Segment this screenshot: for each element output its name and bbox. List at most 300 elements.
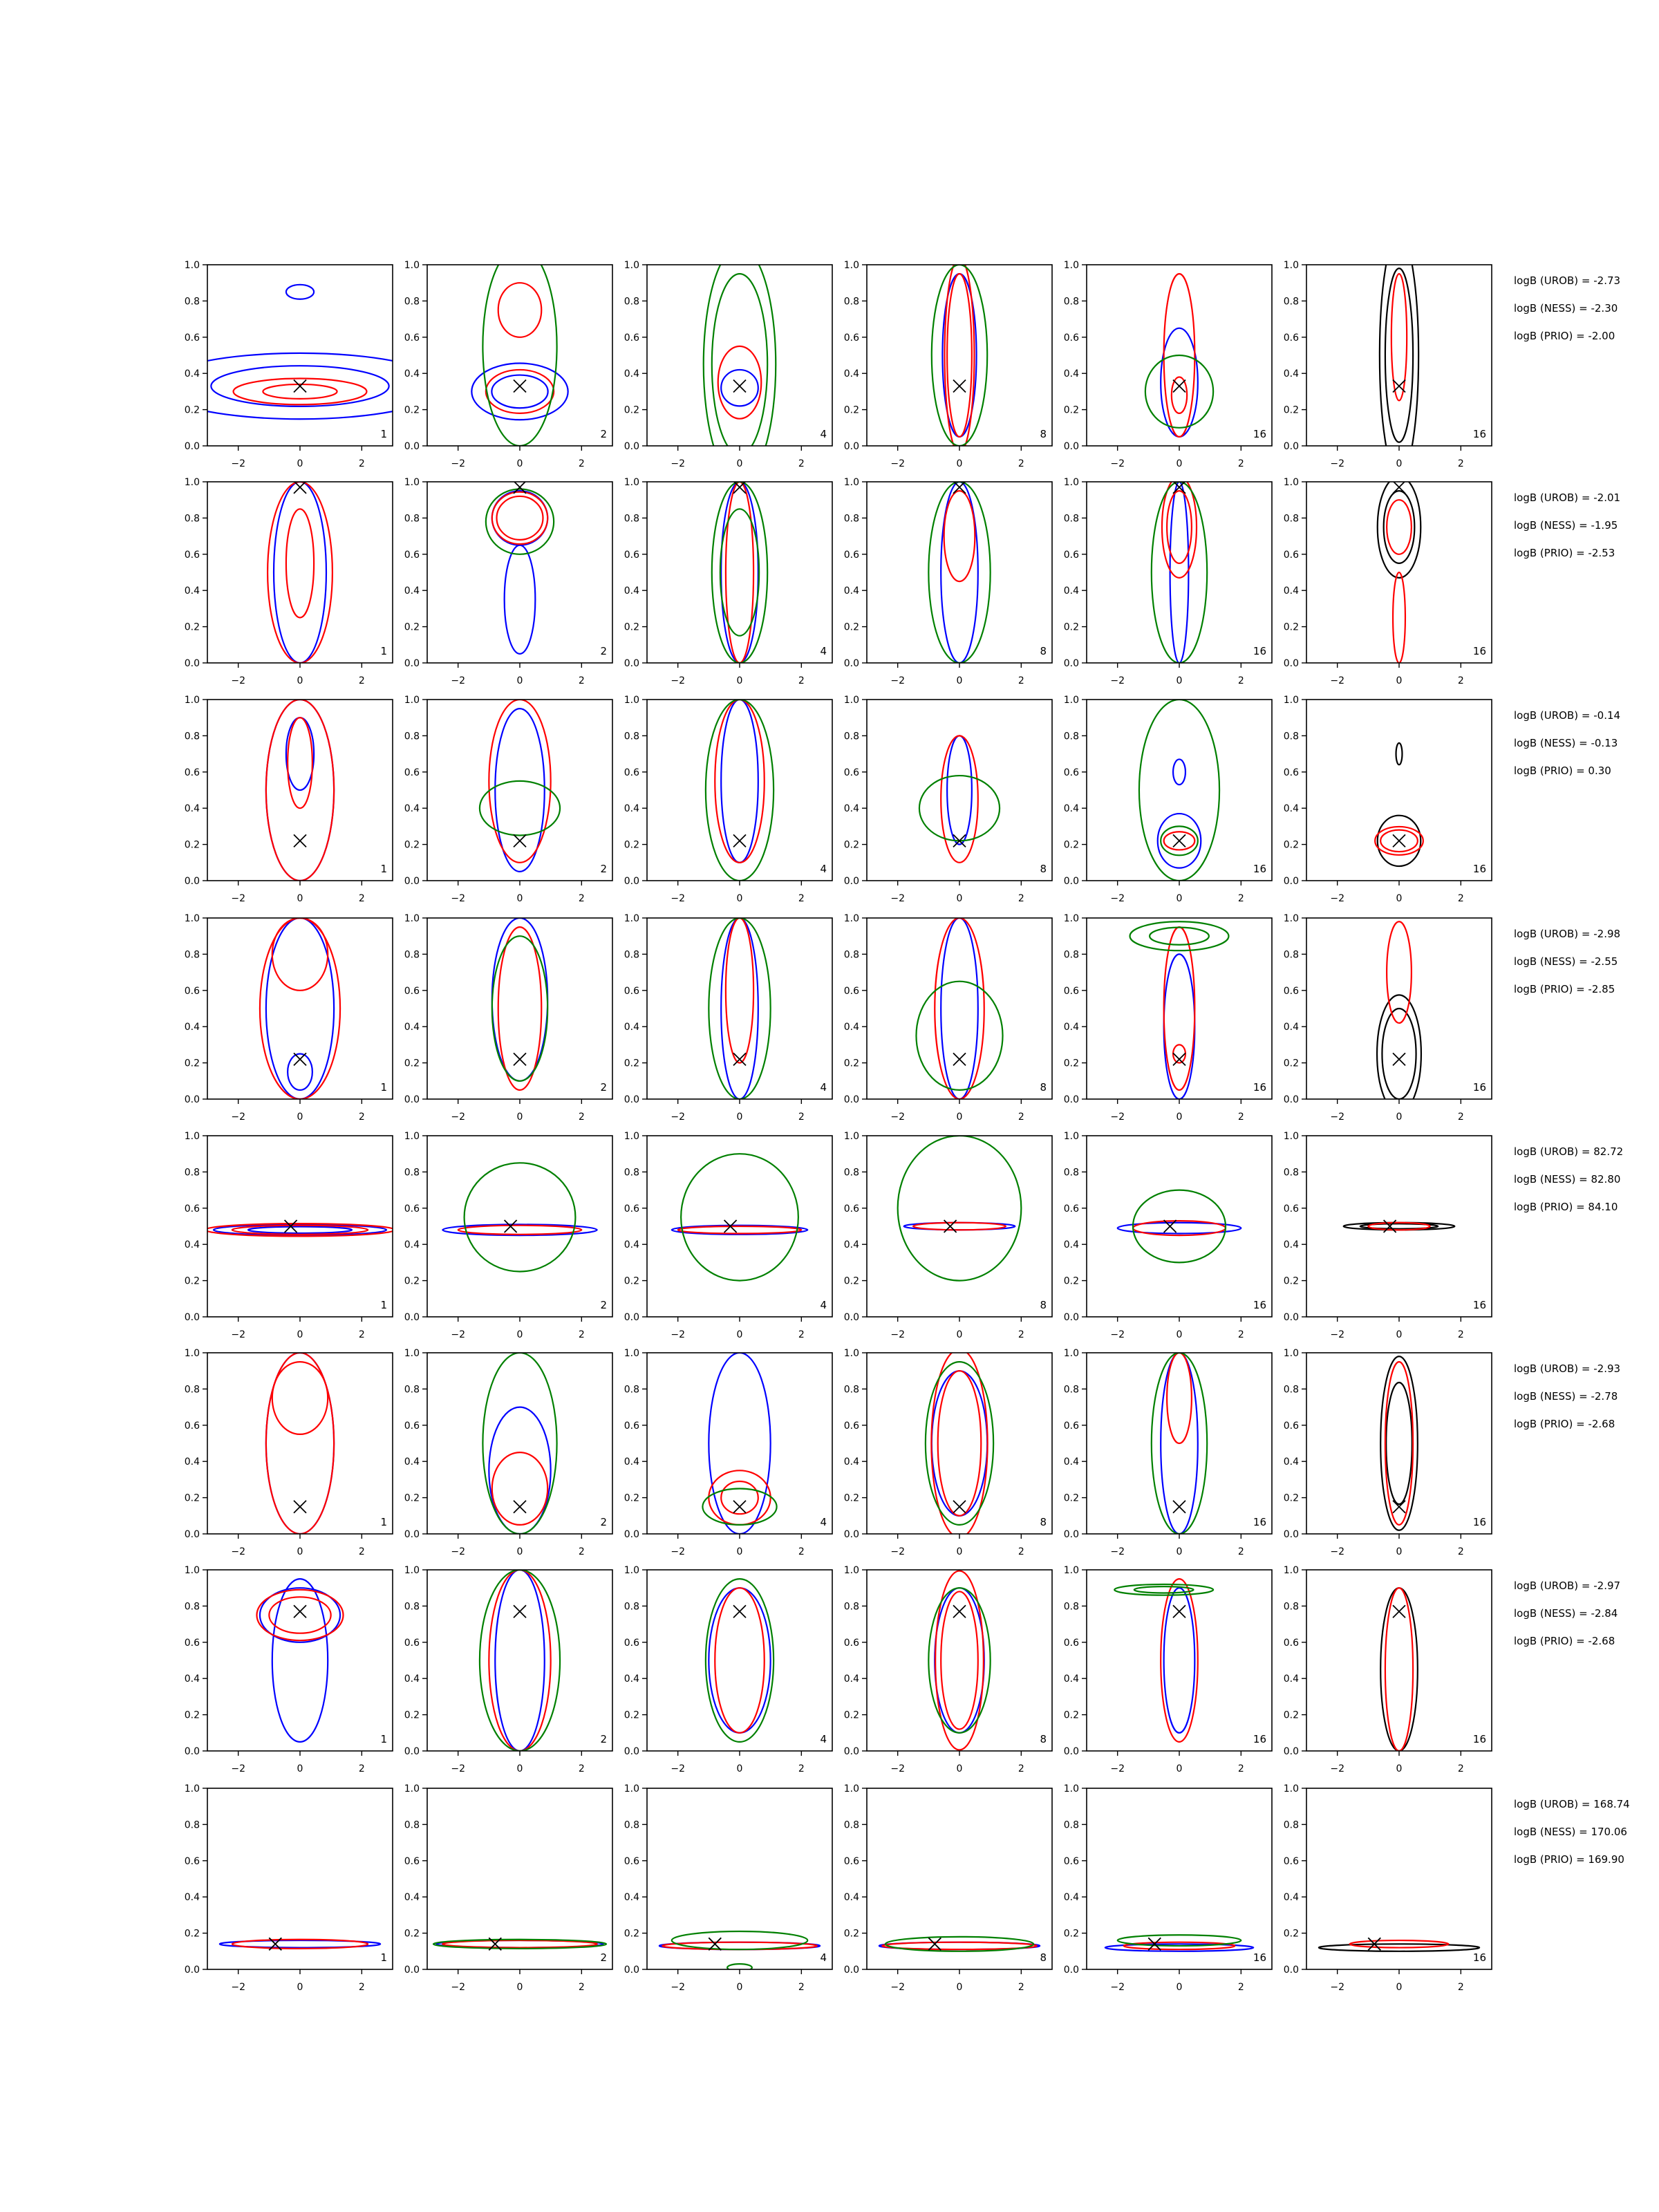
y-tick-label: 0.4 bbox=[1283, 1456, 1299, 1468]
y-tick-label: 0.2 bbox=[1063, 1928, 1079, 1940]
x-tick-label: 2 bbox=[358, 1982, 365, 1993]
y-tick-label: 0.6 bbox=[184, 767, 200, 778]
y-tick-label: 0.0 bbox=[184, 1529, 200, 1540]
x-tick-label: 0 bbox=[297, 1329, 303, 1340]
y-tick-label: 0.4 bbox=[1063, 1022, 1079, 1033]
y-tick-label: 0.8 bbox=[843, 949, 859, 961]
panel-label: 8 bbox=[1040, 1299, 1047, 1311]
panel-label: 16 bbox=[1472, 1081, 1486, 1094]
x-tick-label: 2 bbox=[798, 675, 805, 686]
x-tick-label: −2 bbox=[451, 893, 465, 904]
panel-label: 1 bbox=[380, 1516, 387, 1528]
y-tick-label: 0.8 bbox=[1063, 1384, 1079, 1396]
y-tick-label: 0.2 bbox=[843, 1492, 859, 1504]
logb-label: logB (PRIO) = -2.68 bbox=[1514, 1418, 1615, 1430]
y-tick-label: 0.6 bbox=[624, 1855, 639, 1867]
panel-label: 4 bbox=[820, 1733, 827, 1745]
y-tick-label: 0.8 bbox=[404, 949, 420, 961]
x-tick-label: 2 bbox=[1237, 675, 1244, 686]
logb-label: logB (UROB) = -2.73 bbox=[1514, 274, 1621, 287]
y-tick-label: 0.0 bbox=[404, 1965, 420, 1976]
x-tick-label: 2 bbox=[1237, 1112, 1244, 1123]
panel-label: 8 bbox=[1040, 863, 1047, 875]
y-tick-label: 0.4 bbox=[843, 803, 859, 815]
panel-label: 4 bbox=[820, 645, 827, 657]
y-tick-label: 1.0 bbox=[184, 260, 200, 271]
x-tick-label: −2 bbox=[231, 1763, 245, 1774]
y-tick-label: 1.0 bbox=[404, 695, 420, 706]
x-tick-label: 0 bbox=[736, 1329, 743, 1340]
x-tick-label: 0 bbox=[297, 1112, 303, 1123]
panel-label: 16 bbox=[1253, 1299, 1266, 1311]
x-tick-label: −2 bbox=[1330, 1329, 1344, 1340]
y-tick-label: 0.6 bbox=[624, 332, 639, 344]
y-tick-label: 1.0 bbox=[404, 1565, 420, 1576]
y-tick-label: 1.0 bbox=[404, 260, 420, 271]
y-tick-label: 0.0 bbox=[1063, 876, 1079, 887]
x-tick-label: 0 bbox=[1176, 1112, 1183, 1123]
x-tick-label: −2 bbox=[671, 1546, 685, 1557]
x-tick-label: 2 bbox=[1237, 1329, 1244, 1340]
y-tick-label: 0.0 bbox=[184, 1746, 200, 1757]
x-tick-label: −2 bbox=[1330, 1112, 1344, 1123]
x-tick-label: 2 bbox=[578, 458, 585, 469]
logb-label: logB (NESS) = 170.06 bbox=[1514, 1826, 1627, 1838]
y-tick-label: 0.6 bbox=[843, 1855, 859, 1867]
y-tick-label: 0.8 bbox=[404, 1601, 420, 1613]
x-tick-label: 2 bbox=[1018, 675, 1024, 686]
y-tick-label: 0.2 bbox=[184, 1709, 200, 1721]
y-tick-label: 1.0 bbox=[184, 1348, 200, 1359]
panel-label: 16 bbox=[1472, 863, 1486, 875]
x-tick-label: −2 bbox=[451, 1546, 465, 1557]
panel-label: 16 bbox=[1472, 1516, 1486, 1528]
y-tick-label: 0.8 bbox=[624, 296, 639, 308]
y-tick-label: 0.4 bbox=[843, 1022, 859, 1033]
logb-label: logB (PRIO) = 0.30 bbox=[1514, 765, 1611, 777]
x-tick-label: −2 bbox=[1330, 1763, 1344, 1774]
x-tick-label: −2 bbox=[1330, 893, 1344, 904]
y-tick-label: 0.8 bbox=[184, 949, 200, 961]
y-tick-label: 0.8 bbox=[1063, 1167, 1079, 1179]
x-tick-label: 2 bbox=[1457, 675, 1464, 686]
x-tick-label: −2 bbox=[231, 675, 245, 686]
y-tick-label: 1.0 bbox=[624, 1348, 639, 1359]
y-tick-label: 0.0 bbox=[1283, 441, 1299, 452]
y-tick-label: 0.2 bbox=[624, 1928, 639, 1940]
y-tick-label: 0.0 bbox=[843, 876, 859, 887]
logb-label: logB (NESS) = -2.30 bbox=[1514, 302, 1618, 315]
y-tick-label: 0.2 bbox=[184, 839, 200, 851]
x-tick-label: −2 bbox=[671, 1329, 685, 1340]
x-tick-label: 2 bbox=[798, 1112, 805, 1123]
panel-label: 2 bbox=[600, 863, 607, 875]
y-tick-label: 0.8 bbox=[1283, 1819, 1299, 1831]
y-tick-label: 0.0 bbox=[1283, 876, 1299, 887]
y-tick-label: 0.6 bbox=[1063, 549, 1079, 561]
y-tick-label: 0.8 bbox=[404, 296, 420, 308]
y-tick-label: 0.4 bbox=[843, 1456, 859, 1468]
panel-label: 8 bbox=[1040, 1516, 1047, 1528]
x-tick-label: 2 bbox=[1457, 1112, 1464, 1123]
y-tick-label: 0.6 bbox=[184, 1420, 200, 1432]
y-tick-label: 0.6 bbox=[1283, 549, 1299, 561]
y-tick-label: 0.8 bbox=[404, 731, 420, 742]
y-tick-label: 0.2 bbox=[404, 404, 420, 416]
x-tick-label: −2 bbox=[890, 1112, 905, 1123]
x-tick-label: 0 bbox=[516, 1763, 523, 1774]
panel-label: 4 bbox=[820, 1951, 827, 1964]
panel-label: 16 bbox=[1253, 1951, 1266, 1964]
y-tick-label: 0.6 bbox=[843, 767, 859, 778]
x-tick-label: −2 bbox=[451, 1329, 465, 1340]
y-tick-label: 1.0 bbox=[1283, 1348, 1299, 1359]
panel-label: 16 bbox=[1253, 1081, 1266, 1094]
y-tick-label: 0.2 bbox=[184, 1492, 200, 1504]
y-tick-label: 0.2 bbox=[1283, 404, 1299, 416]
y-tick-label: 1.0 bbox=[1063, 1131, 1079, 1142]
x-tick-label: −2 bbox=[1110, 1329, 1125, 1340]
y-tick-label: 0.8 bbox=[843, 731, 859, 742]
y-tick-label: 0.4 bbox=[624, 1456, 639, 1468]
panel-label: 4 bbox=[820, 428, 827, 440]
y-tick-label: 0.4 bbox=[404, 368, 420, 380]
y-tick-label: 0.0 bbox=[1063, 1312, 1079, 1323]
panel-label: 8 bbox=[1040, 1733, 1047, 1745]
y-tick-label: 0.8 bbox=[1063, 949, 1079, 961]
panel-label: 1 bbox=[380, 428, 387, 440]
y-tick-label: 0.2 bbox=[624, 621, 639, 633]
y-tick-label: 0.8 bbox=[1283, 296, 1299, 308]
x-tick-label: 0 bbox=[297, 1982, 303, 1993]
y-tick-label: 0.2 bbox=[843, 1058, 859, 1069]
y-tick-label: 0.4 bbox=[404, 1674, 420, 1685]
panel-label: 1 bbox=[380, 645, 387, 657]
y-tick-label: 0.4 bbox=[1283, 1892, 1299, 1904]
y-tick-label: 0.4 bbox=[404, 1022, 420, 1033]
x-tick-label: −2 bbox=[1330, 1546, 1344, 1557]
x-tick-label: 2 bbox=[1457, 1982, 1464, 1993]
logb-label: logB (NESS) = -2.55 bbox=[1514, 955, 1618, 968]
panel-label: 1 bbox=[380, 1951, 387, 1964]
x-tick-label: 0 bbox=[1396, 1763, 1403, 1774]
y-tick-label: 0.0 bbox=[843, 1965, 859, 1976]
x-tick-label: 2 bbox=[1237, 458, 1244, 469]
y-tick-label: 0.2 bbox=[1283, 1275, 1299, 1287]
x-tick-label: 2 bbox=[1237, 1546, 1244, 1557]
y-tick-label: 0.8 bbox=[184, 513, 200, 525]
panel-label: 16 bbox=[1253, 428, 1266, 440]
x-tick-label: 0 bbox=[1396, 1546, 1403, 1557]
y-tick-label: 0.2 bbox=[1063, 621, 1079, 633]
y-tick-label: 0.0 bbox=[843, 1312, 859, 1323]
y-tick-label: 0.4 bbox=[1063, 585, 1079, 597]
x-tick-label: 0 bbox=[1396, 1112, 1403, 1123]
logb-label: logB (PRIO) = -2.85 bbox=[1514, 983, 1615, 995]
x-tick-label: 0 bbox=[297, 1763, 303, 1774]
y-tick-label: 1.0 bbox=[843, 1348, 859, 1359]
x-tick-label: 0 bbox=[1176, 675, 1183, 686]
y-tick-label: 0.4 bbox=[843, 1674, 859, 1685]
y-tick-label: 1.0 bbox=[624, 913, 639, 924]
logb-label: logB (UROB) = 168.74 bbox=[1514, 1798, 1630, 1810]
y-tick-label: 0.4 bbox=[1063, 368, 1079, 380]
y-tick-label: 0.6 bbox=[1283, 767, 1299, 778]
y-tick-label: 0.8 bbox=[184, 1601, 200, 1613]
x-tick-label: 0 bbox=[516, 1329, 523, 1340]
x-tick-label: 2 bbox=[358, 1112, 365, 1123]
panel-label: 4 bbox=[820, 1299, 827, 1311]
x-tick-label: 0 bbox=[956, 893, 963, 904]
x-tick-label: −2 bbox=[1110, 1546, 1125, 1557]
panel-label: 2 bbox=[600, 1081, 607, 1094]
y-tick-label: 0.2 bbox=[184, 404, 200, 416]
x-tick-label: 2 bbox=[798, 1982, 805, 1993]
y-tick-label: 0.4 bbox=[184, 585, 200, 597]
x-tick-label: −2 bbox=[451, 458, 465, 469]
x-tick-label: 0 bbox=[516, 458, 523, 469]
y-tick-label: 1.0 bbox=[843, 1131, 859, 1142]
x-tick-label: 0 bbox=[736, 1112, 743, 1123]
x-tick-label: 2 bbox=[1018, 458, 1024, 469]
y-tick-label: 0.0 bbox=[624, 876, 639, 887]
x-tick-label: −2 bbox=[231, 458, 245, 469]
y-tick-label: 1.0 bbox=[1063, 260, 1079, 271]
panel-label: 2 bbox=[600, 645, 607, 657]
y-tick-label: 0.0 bbox=[843, 1094, 859, 1105]
logb-label: logB (PRIO) = -2.00 bbox=[1514, 330, 1615, 342]
logb-label: logB (NESS) = -2.78 bbox=[1514, 1390, 1618, 1403]
y-tick-label: 0.4 bbox=[1063, 1456, 1079, 1468]
y-tick-label: 0.8 bbox=[404, 1384, 420, 1396]
y-tick-label: 0.4 bbox=[624, 1674, 639, 1685]
x-tick-label: −2 bbox=[231, 1982, 245, 1993]
y-tick-label: 0.6 bbox=[404, 985, 420, 997]
y-tick-label: 0.8 bbox=[1063, 731, 1079, 742]
y-tick-label: 0.4 bbox=[1283, 368, 1299, 380]
y-tick-label: 0.4 bbox=[1283, 1674, 1299, 1685]
y-tick-label: 0.6 bbox=[624, 985, 639, 997]
y-tick-label: 0.8 bbox=[1283, 949, 1299, 961]
y-tick-label: 0.4 bbox=[624, 1022, 639, 1033]
logb-label: logB (UROB) = -0.14 bbox=[1514, 709, 1621, 722]
y-tick-label: 0.8 bbox=[843, 1601, 859, 1613]
logb-label: logB (UROB) = -2.97 bbox=[1514, 1580, 1621, 1592]
x-tick-label: 2 bbox=[1018, 893, 1024, 904]
x-tick-label: 2 bbox=[1237, 893, 1244, 904]
logb-label: logB (UROB) = 82.72 bbox=[1514, 1145, 1624, 1158]
y-tick-label: 0.0 bbox=[843, 1746, 859, 1757]
y-tick-label: 0.0 bbox=[404, 876, 420, 887]
x-tick-label: 0 bbox=[736, 1763, 743, 1774]
x-tick-label: −2 bbox=[231, 1329, 245, 1340]
y-tick-label: 0.4 bbox=[184, 1892, 200, 1904]
y-tick-label: 0.2 bbox=[184, 1058, 200, 1069]
y-tick-label: 0.8 bbox=[184, 731, 200, 742]
y-tick-label: 0.4 bbox=[1283, 585, 1299, 597]
y-tick-label: 0.0 bbox=[1063, 1965, 1079, 1976]
logb-label: logB (PRIO) = 169.90 bbox=[1514, 1853, 1624, 1866]
x-tick-label: −2 bbox=[671, 458, 685, 469]
y-tick-label: 1.0 bbox=[184, 1131, 200, 1142]
panel-label: 16 bbox=[1472, 1733, 1486, 1745]
x-tick-label: 0 bbox=[1396, 675, 1403, 686]
y-tick-label: 0.0 bbox=[184, 1312, 200, 1323]
x-tick-label: 2 bbox=[798, 1329, 805, 1340]
y-tick-label: 0.8 bbox=[1283, 1601, 1299, 1613]
x-tick-label: −2 bbox=[451, 1763, 465, 1774]
y-tick-label: 1.0 bbox=[1283, 695, 1299, 706]
y-tick-label: 0.2 bbox=[843, 839, 859, 851]
y-tick-label: 0.6 bbox=[843, 985, 859, 997]
x-tick-label: −2 bbox=[451, 1112, 465, 1123]
y-tick-label: 0.2 bbox=[1283, 1492, 1299, 1504]
x-tick-label: 2 bbox=[1457, 1763, 1464, 1774]
x-tick-label: 2 bbox=[578, 1112, 585, 1123]
x-tick-label: 2 bbox=[358, 1329, 365, 1340]
x-tick-label: 0 bbox=[1176, 1329, 1183, 1340]
y-tick-label: 0.8 bbox=[624, 1819, 639, 1831]
x-tick-label: −2 bbox=[890, 893, 905, 904]
logb-label: logB (PRIO) = -2.68 bbox=[1514, 1635, 1615, 1647]
y-tick-label: 0.8 bbox=[1063, 296, 1079, 308]
y-tick-label: 0.6 bbox=[1283, 985, 1299, 997]
y-tick-label: 0.2 bbox=[1283, 1058, 1299, 1069]
x-tick-label: −2 bbox=[890, 1982, 905, 1993]
y-tick-label: 0.2 bbox=[843, 1928, 859, 1940]
panel-label: 1 bbox=[380, 1081, 387, 1094]
x-tick-label: 2 bbox=[358, 1546, 365, 1557]
y-tick-label: 0.4 bbox=[1063, 803, 1079, 815]
x-tick-label: 0 bbox=[956, 1546, 963, 1557]
y-tick-label: 1.0 bbox=[184, 1783, 200, 1794]
x-tick-label: 0 bbox=[1176, 1982, 1183, 1993]
y-tick-label: 0.0 bbox=[1283, 1312, 1299, 1323]
y-tick-label: 0.6 bbox=[624, 1203, 639, 1215]
y-tick-label: 0.4 bbox=[404, 585, 420, 597]
y-tick-label: 0.6 bbox=[404, 1203, 420, 1215]
x-tick-label: 0 bbox=[516, 893, 523, 904]
y-tick-label: 0.4 bbox=[404, 1239, 420, 1251]
y-tick-label: 0.6 bbox=[843, 332, 859, 344]
y-tick-label: 0.2 bbox=[404, 1275, 420, 1287]
panel-label: 16 bbox=[1253, 1733, 1266, 1745]
y-tick-label: 0.6 bbox=[404, 332, 420, 344]
y-tick-label: 0.2 bbox=[404, 839, 420, 851]
panel-label: 8 bbox=[1040, 1951, 1047, 1964]
y-tick-label: 0.2 bbox=[1283, 1928, 1299, 1940]
y-tick-label: 0.0 bbox=[1063, 1094, 1079, 1105]
y-tick-label: 0.0 bbox=[1283, 1529, 1299, 1540]
y-tick-label: 0.8 bbox=[1283, 1384, 1299, 1396]
logb-label: logB (PRIO) = 84.10 bbox=[1514, 1201, 1618, 1213]
y-tick-label: 0.6 bbox=[404, 1855, 420, 1867]
y-tick-label: 1.0 bbox=[404, 1131, 420, 1142]
y-tick-label: 0.0 bbox=[404, 1746, 420, 1757]
x-tick-label: 2 bbox=[1237, 1982, 1244, 1993]
y-tick-label: 0.0 bbox=[1063, 1746, 1079, 1757]
y-tick-label: 0.8 bbox=[1063, 1819, 1079, 1831]
y-tick-label: 0.2 bbox=[624, 1275, 639, 1287]
y-tick-label: 0.0 bbox=[404, 1094, 420, 1105]
panel-label: 4 bbox=[820, 1516, 827, 1528]
y-tick-label: 1.0 bbox=[843, 260, 859, 271]
x-tick-label: 0 bbox=[297, 675, 303, 686]
y-tick-label: 1.0 bbox=[404, 1348, 420, 1359]
y-tick-label: 1.0 bbox=[843, 913, 859, 924]
y-tick-label: 0.4 bbox=[624, 1239, 639, 1251]
y-tick-label: 0.8 bbox=[184, 1167, 200, 1179]
panel-label: 1 bbox=[380, 1299, 387, 1311]
x-tick-label: 2 bbox=[1018, 1546, 1024, 1557]
y-tick-label: 0.4 bbox=[1063, 1892, 1079, 1904]
y-tick-label: 0.8 bbox=[624, 1601, 639, 1613]
logb-label: logB (UROB) = -2.01 bbox=[1514, 491, 1621, 504]
x-tick-label: 0 bbox=[956, 1112, 963, 1123]
x-tick-label: −2 bbox=[1110, 1982, 1125, 1993]
y-tick-label: 0.0 bbox=[184, 658, 200, 669]
y-tick-label: 1.0 bbox=[624, 1783, 639, 1794]
x-tick-label: 2 bbox=[798, 1763, 805, 1774]
y-tick-label: 0.4 bbox=[624, 368, 639, 380]
x-tick-label: −2 bbox=[231, 1112, 245, 1123]
y-tick-label: 1.0 bbox=[843, 477, 859, 488]
x-tick-label: 0 bbox=[1396, 1982, 1403, 1993]
y-tick-label: 0.2 bbox=[404, 1928, 420, 1940]
y-tick-label: 0.0 bbox=[1063, 1529, 1079, 1540]
logb-label: logB (PRIO) = -2.53 bbox=[1514, 547, 1615, 559]
panel-label: 8 bbox=[1040, 1081, 1047, 1094]
logb-label: logB (NESS) = -0.13 bbox=[1514, 737, 1618, 749]
panel-label: 8 bbox=[1040, 428, 1047, 440]
panel-label: 16 bbox=[1253, 863, 1266, 875]
y-tick-label: 1.0 bbox=[1063, 477, 1079, 488]
x-tick-label: −2 bbox=[1330, 675, 1344, 686]
y-tick-label: 1.0 bbox=[1063, 913, 1079, 924]
y-tick-label: 1.0 bbox=[843, 695, 859, 706]
y-tick-label: 0.6 bbox=[1063, 1637, 1079, 1649]
y-tick-label: 0.6 bbox=[1283, 1637, 1299, 1649]
y-tick-label: 0.8 bbox=[1283, 513, 1299, 525]
x-tick-label: −2 bbox=[671, 675, 685, 686]
x-tick-label: 2 bbox=[1018, 1112, 1024, 1123]
x-tick-label: −2 bbox=[231, 1546, 245, 1557]
y-tick-label: 0.4 bbox=[1283, 803, 1299, 815]
y-tick-label: 0.0 bbox=[184, 876, 200, 887]
x-tick-label: 0 bbox=[1396, 458, 1403, 469]
y-tick-label: 0.0 bbox=[404, 1529, 420, 1540]
y-tick-label: 0.0 bbox=[1063, 658, 1079, 669]
y-tick-label: 1.0 bbox=[184, 477, 200, 488]
y-tick-label: 0.2 bbox=[843, 621, 859, 633]
y-tick-label: 0.6 bbox=[1283, 1855, 1299, 1867]
y-tick-label: 0.2 bbox=[404, 621, 420, 633]
y-tick-label: 0.0 bbox=[624, 441, 639, 452]
logb-label: logB (UROB) = -2.98 bbox=[1514, 928, 1621, 940]
x-tick-label: 0 bbox=[956, 1982, 963, 1993]
x-tick-label: 0 bbox=[516, 1546, 523, 1557]
y-tick-label: 0.4 bbox=[1063, 1674, 1079, 1685]
y-tick-label: 0.6 bbox=[404, 767, 420, 778]
x-tick-label: −2 bbox=[671, 893, 685, 904]
x-tick-label: −2 bbox=[890, 458, 905, 469]
y-tick-label: 0.6 bbox=[843, 1203, 859, 1215]
y-tick-label: 0.6 bbox=[843, 549, 859, 561]
x-tick-label: 0 bbox=[1396, 893, 1403, 904]
y-tick-label: 0.8 bbox=[624, 1384, 639, 1396]
y-tick-label: 0.2 bbox=[404, 1709, 420, 1721]
y-tick-label: 0.8 bbox=[843, 1167, 859, 1179]
